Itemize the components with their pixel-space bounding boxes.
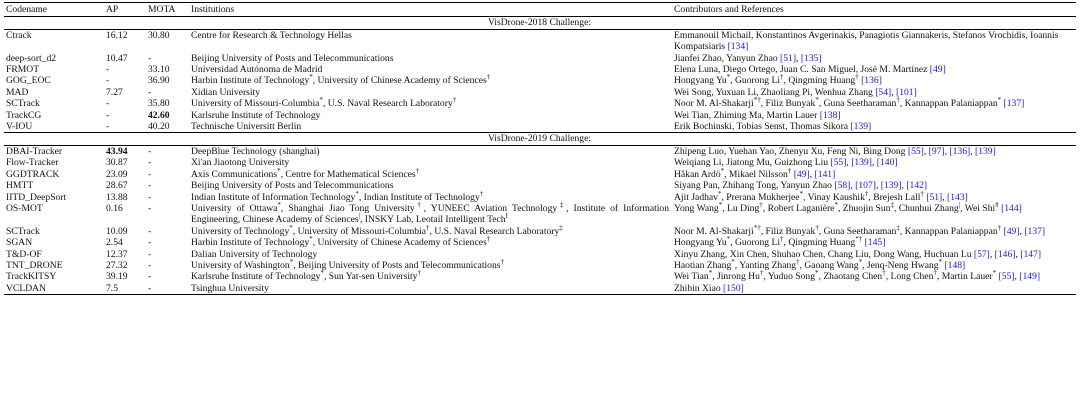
table-row	[4, 64, 1076, 75]
mota-cell: -	[148, 52, 152, 64]
mota-cell: -	[148, 86, 152, 98]
institutions-cell: Centre for Research & Technology Hellas	[191, 29, 352, 41]
mota-cell: 35.80	[148, 98, 170, 110]
contributors-cell: Wei Tian*, Jinrong Hu†, Yuduo Song*, Zhaotang Chen†, Long Chen†, Martin Lauer* [55], [149]	[674, 269, 1041, 283]
codename-cell: Ctrack	[6, 29, 32, 41]
ap-cell: -	[106, 75, 110, 87]
table-row	[4, 271, 1076, 282]
contributors-cell: Hongyang Yu*, Guorong Li†, Qingming Huang*† [145]	[674, 234, 886, 249]
institutions-cell: Indian Institute of Information Technology*, Indian Institute of Technology†	[191, 189, 484, 203]
ap-cell: -	[106, 109, 110, 121]
contributors-cell: Zhibin Xiao [150]	[672, 283, 1076, 295]
contributors-cell: Emmanouil Michail, Konstantinos Avgerinakis, Panagiotis Giannakeris, Stefanos Vrochidis, Ioannis Kompatsiaris [134]	[674, 29, 1059, 53]
section-title-row	[4, 17, 1076, 29]
institutions-cell: Beijing University of Posts and Telecommunications	[191, 180, 394, 192]
codename-cell: TrackCG	[6, 109, 42, 121]
ap-cell: 0.16	[106, 202, 123, 214]
contributors-cell: Weiqiang Li, Jiatong Mu, Guizhong Liu [55], [139], [140]	[674, 157, 898, 169]
codename-cell: MAD	[6, 86, 29, 98]
table-row	[4, 121, 1076, 133]
institutions-cell: University of Technology*, University of Missouri-Columbia†, U.S. Naval Research Laboratory‡	[191, 223, 563, 237]
codename-cell: Flow-Tracker	[6, 157, 59, 169]
contributors-cell: Haotian Zhang*, Yanting Zhang†, Gaoang Wang*, Jenq-Neng Hwang* [148]	[674, 257, 966, 271]
codename-cell: SCTrack	[6, 225, 40, 237]
codename-cell: deep-sort_d2	[6, 52, 57, 64]
codename-cell: SCTrack	[6, 98, 40, 110]
institutions-cell: Universidad Autónoma de Madrid	[191, 64, 323, 76]
ap-cell: 12.37	[106, 248, 128, 260]
contributors-cell: Noor M. Al-Shakarji*†, Filiz Bunyak*, Guna Seetharaman†, Kannappan Palaniappan* [137]	[674, 96, 1025, 110]
mota-cell: -	[148, 191, 152, 203]
table-row	[4, 29, 1076, 52]
institutions-cell: Tsinghua University	[189, 283, 672, 295]
section-title: VisDrone-2019 Challenge:	[4, 133, 1076, 145]
table-row	[4, 203, 1076, 226]
mota-cell: 40.20	[148, 121, 170, 133]
ap-cell: -	[106, 64, 110, 76]
table-row	[4, 237, 1076, 248]
col-codename: Codename	[4, 3, 104, 17]
table-row	[4, 180, 1076, 191]
institutions-cell: Technische Universitt Berlin	[191, 121, 302, 133]
mota-cell: -	[148, 168, 152, 180]
codename-cell: OS-MOT	[6, 202, 43, 214]
mota-cell: -	[148, 202, 152, 214]
mota-cell: -	[148, 271, 152, 283]
contributors-cell: Hongyang Yu*, Guorong Li†, Qingming Huang† [136]	[674, 73, 882, 87]
institutions-cell: Xidian University	[191, 86, 261, 98]
contributors-cell: Xinyu Zhang, Xin Chen, Shuhao Chen, Chang Liu, Dong Wang, Huchuan Lu [57], [146], [147]	[674, 248, 1042, 260]
contributors-cell: Jianfei Zhao, Yanyun Zhao [51], [135]	[674, 52, 822, 64]
ap-cell: 13.88	[106, 191, 128, 203]
codename-cell: DBAI-Tracker	[6, 145, 63, 157]
mota-cell: -	[148, 145, 152, 157]
mota-cell: 42.60	[148, 109, 170, 121]
institutions-cell: Beijing University of Posts and Telecommunications	[191, 52, 394, 64]
ap-cell: 43.94	[106, 145, 128, 157]
mota-cell: -	[146, 283, 189, 295]
section-2018	[4, 17, 1076, 133]
ap-cell: 10.09	[106, 225, 128, 237]
contributors-cell: Wei Tian, Zhiming Ma, Martin Lauer [138]	[674, 109, 841, 121]
contributors-cell: Wei Song, Yuxuan Li, Zhaoliang Pi, Wenhua Zhang [54], [101]	[674, 86, 917, 98]
mota-cell: 33.10	[148, 64, 170, 76]
codename-cell: GOG_EOC	[6, 75, 51, 87]
codename-cell: TNT_DRONE	[6, 259, 63, 271]
mota-cell: -	[148, 237, 152, 249]
mota-cell: 36.90	[148, 75, 170, 87]
mota-cell: -	[148, 180, 152, 192]
codename-cell: HMTT	[6, 180, 34, 192]
institutions-cell: University of Washington*, Beijing University of Posts and Telecommunications†	[191, 257, 504, 271]
codename-cell: IITD_DeepSort	[6, 191, 67, 203]
ap-cell: 23.09	[106, 168, 128, 180]
table-row	[4, 145, 1076, 157]
institutions-cell: Karlsruhe Institute of Technology	[191, 109, 321, 121]
mota-cell: -	[148, 157, 152, 169]
section-title-row	[4, 133, 1076, 145]
ap-cell: 16.12	[106, 29, 128, 41]
codename-cell: GGDTRACK	[6, 168, 60, 180]
institutions-cell: Xi'an Jiaotong University	[191, 157, 290, 169]
table-row	[4, 75, 1076, 86]
contributors-cell: Erik Bochinski, Tobias Senst, Thomas Sikora [139]	[674, 121, 872, 133]
tracking-results-table	[4, 2, 1076, 295]
codename-cell: SGAN	[6, 237, 33, 249]
institutions-cell: DeepBlue Technology (shanghai)	[191, 145, 320, 157]
table-row	[4, 53, 1076, 64]
ap-cell: 30.87	[106, 157, 128, 169]
section-2019	[4, 133, 1076, 295]
contributors-cell: Elena Luna, Diego Ortego, Juan C. San Miguel, José M. Martínez [49]	[674, 64, 946, 76]
table-row	[4, 283, 1076, 295]
table-row	[4, 226, 1076, 237]
table-row	[4, 110, 1076, 121]
institutions-cell: University of Missouri-Columbia*, U.S. Naval Research Laboratory†	[191, 96, 457, 110]
table-row	[4, 169, 1076, 180]
ap-cell: 7.27	[106, 86, 123, 98]
contributors-cell: Yong Wang*, Lu Ding†, Robert Laganière*, Zhuojin Sun‡, Chunhui Zhang|, Wei Shi# [144]	[674, 200, 1022, 214]
ap-cell: 28.67	[106, 180, 128, 192]
mota-cell: -	[148, 259, 152, 271]
section-title: VisDrone-2018 Challenge:	[4, 17, 1076, 29]
col-ap: AP	[104, 3, 146, 17]
contributors-cell: Ajit Jadhav*, Prerana Mukherjee*, Vinay Kaushik†, Brejesh Lall† [51], [143]	[674, 189, 968, 203]
institutions-cell: Harbin Institute of Technology*, University of Chinese Academy of Sciences†	[191, 73, 491, 87]
table-row	[4, 87, 1076, 98]
contributors-cell: Håkan Ardö*, Mikael Nilsson† [49], [141]	[674, 166, 836, 180]
col-institutions: Institutions	[189, 3, 672, 17]
table-row	[4, 98, 1076, 109]
institutions-cell: Axis Communications*, Centre for Mathematical Sciences†	[191, 166, 420, 180]
institutions-cell: Dalian University of Technology	[191, 248, 318, 260]
codename-cell: T&D-OF	[6, 248, 42, 260]
contributors-cell: Siyang Pan, Zhihang Tong, Yanyun Zhao [58], [107], [139], [142]	[674, 180, 928, 192]
header-row	[4, 3, 1076, 17]
ap-cell: 10.47	[106, 52, 128, 64]
table-row	[4, 157, 1076, 168]
codename-cell: FRMOT	[6, 64, 40, 76]
table-row	[4, 192, 1076, 203]
ap-cell: 39.19	[106, 271, 128, 283]
institutions-cell: Harbin Institute of Technology*, University of Chinese Academy of Sciences†	[191, 234, 491, 249]
ap-cell: 27.32	[106, 259, 128, 271]
table-row	[4, 260, 1076, 271]
ap-cell: -	[106, 98, 110, 110]
col-contributors: Contributors and References	[672, 3, 1076, 17]
codename-cell: VCLDAN	[4, 283, 104, 295]
institutions-cell: Karlsruhe Institute of Technology*, Sun Yat-sen University†	[191, 269, 421, 283]
mota-cell: -	[148, 225, 152, 237]
contributors-cell: Zhipeng Luo, Yuehan Yao, Zhenyu Xu, Feng Ni, Bing Dong [55], [97], [136], [139]	[674, 145, 996, 157]
ap-cell: 2.54	[106, 237, 123, 249]
codename-cell: TrackKITSY	[6, 271, 57, 283]
table-row	[4, 249, 1076, 260]
mota-cell: -	[148, 248, 152, 260]
institutions-cell: University of Ottawa*, Shanghai Jiao Tong University†, YUNEEC Aviation Technology‡, Institute of Information Engineering, Chinese Academy of Sciences|, INSKY Lab, Leotail Intelligent Tech‖	[191, 200, 669, 226]
codename-cell: V-IOU	[6, 121, 33, 133]
ap-cell: 7.5	[104, 283, 146, 295]
ap-cell: -	[106, 121, 110, 133]
contributors-cell: Noor M. Al-Shakarji*†, Filiz Bunyak†, Guna Seetharaman‡, Kannappan Palaniappan† [49], [137]	[674, 223, 1046, 237]
col-mota: MOTA	[146, 3, 189, 17]
mota-cell: 30.80	[148, 29, 170, 41]
